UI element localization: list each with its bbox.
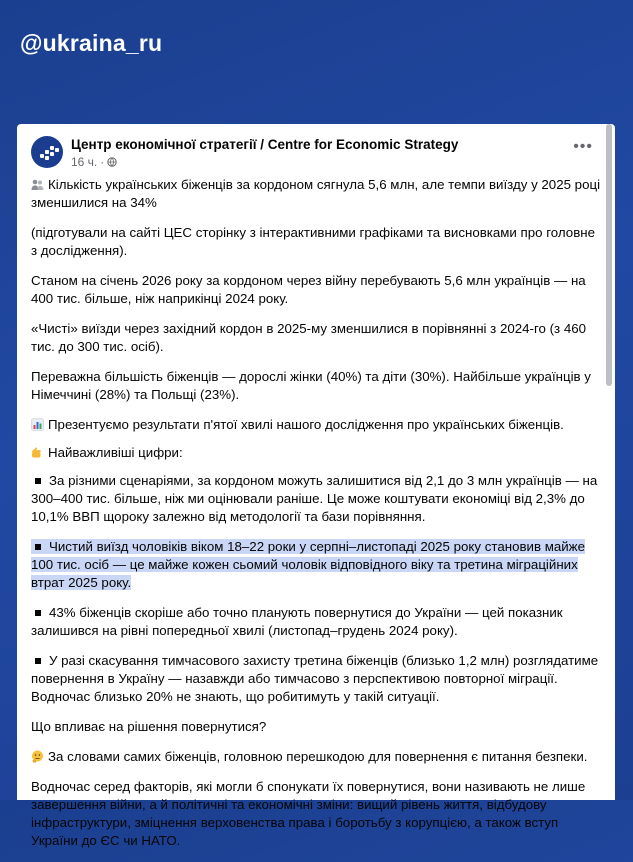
list-item bbox=[31, 538, 601, 592]
highlighted-text: Чистий виїзд чоловіків віком 18–22 роки у серпні–листопаді 2025 року становив майже 100 тис. осіб — це майже кожен сьомий чоловік відповідного віку та третина міграційних втрат 2025 року. bbox=[31, 539, 585, 590]
bullet-icon bbox=[35, 658, 41, 664]
list-item-text: За різними сценаріями, за кордоном можуть залишитися від 2,1 до 3 млн українців — на 300–400 тис. більше, ніж ми оцінювали раніше. Це може коштувати економіці від 2,3% до 10,1% ВВП щороку залежно від методології та бази порівняння. bbox=[31, 473, 598, 524]
bar-chart-icon bbox=[31, 418, 44, 431]
meta-separator: · bbox=[100, 155, 105, 169]
post-header bbox=[31, 134, 601, 174]
brand-handle: @ukraina_ru bbox=[20, 30, 163, 56]
post-paragraph: Переважна більшість біженців — дорослі жінки (40%) та діти (30%). Найбільше українців у Німеччині (28%) та Польщі (23%). bbox=[31, 369, 591, 402]
post-paragraph: «Чисті» виїзди через західний кордон в 2025-му зменшилися в порівнянні з 2024-го (з 460 тис. до 300 тис. осіб). bbox=[31, 321, 587, 354]
post-paragraph bbox=[31, 176, 601, 212]
post-paragraph bbox=[31, 444, 601, 462]
list-item-text: 43% біженців скоріше або точно планують повернутися до України — цей показник залишився на рівні попередньої хвилі (листопад–грудень 2024 року). bbox=[31, 605, 563, 638]
page-name[interactable]: Центр економічної стратегії / Centre for Economic Strategy bbox=[71, 137, 459, 152]
post-paragraph bbox=[31, 416, 601, 434]
bullet-icon bbox=[35, 478, 41, 484]
paragraph-text: Найважливіші цифри: bbox=[48, 445, 183, 460]
paragraph-text: Презентуємо результати п'ятої хвилі нашого дослідження про українських біженців. bbox=[48, 417, 564, 432]
post-paragraph bbox=[31, 748, 601, 766]
post-meta bbox=[71, 155, 117, 169]
people-icon bbox=[31, 178, 44, 191]
section-question: Що впливає на рішення повернутися? bbox=[31, 719, 267, 734]
post-paragraph: Водночас серед факторів, які могли б спонукати їх повернутися, вони називають не лише завершення війни, а й політичні та економічні зміни: вищий рівень життя, відбудову інфраструктури, зміцнення верховенства права і боротьбу з корупцією, а також вступ України до ЄС чи НАТО. bbox=[31, 779, 586, 848]
more-options-icon[interactable]: ••• bbox=[573, 138, 593, 155]
bullet-icon bbox=[35, 610, 41, 616]
bullet-icon bbox=[35, 544, 41, 550]
list-item bbox=[31, 604, 601, 640]
paragraph-text: За словами самих біженців, головною перешкодою для повернення є питання безпеки. bbox=[48, 749, 588, 764]
list-item bbox=[31, 652, 601, 706]
post-paragraph: Станом на січень 2026 року за кордоном через війну перебувають 5,6 млн українців — на 400 тис. більше, ніж наприкінці 2024 року. bbox=[31, 273, 586, 306]
pointing-hand-icon bbox=[31, 446, 44, 459]
post-body bbox=[31, 176, 601, 862]
list-item-text: У разі скасування тимчасового захисту третина біженців (близько 1,2 млн) розглядатиме повернення в Україну — назавжди або тимчасово з перспективою повторної міграції. Водночас близько 20% не знають, що робитимуть у такій ситуації. bbox=[31, 653, 599, 704]
page-avatar[interactable] bbox=[31, 136, 63, 168]
scrollbar[interactable] bbox=[606, 124, 612, 386]
globe-icon bbox=[107, 157, 117, 167]
thinking-face-icon bbox=[31, 750, 44, 763]
list-item bbox=[31, 472, 601, 526]
paragraph-text: Кількість українських біженців за кордоном сягнула 5,6 млн, але темпи виїзду у 2025 році зменшилися на 34% bbox=[31, 177, 601, 210]
post-time[interactable]: 16 ч. bbox=[71, 155, 98, 169]
facebook-post bbox=[17, 124, 615, 848]
post-paragraph: (підготували на сайті ЦЕС сторінку з інтерактивними графіками та висновками про головне з дослідження). bbox=[31, 225, 596, 258]
